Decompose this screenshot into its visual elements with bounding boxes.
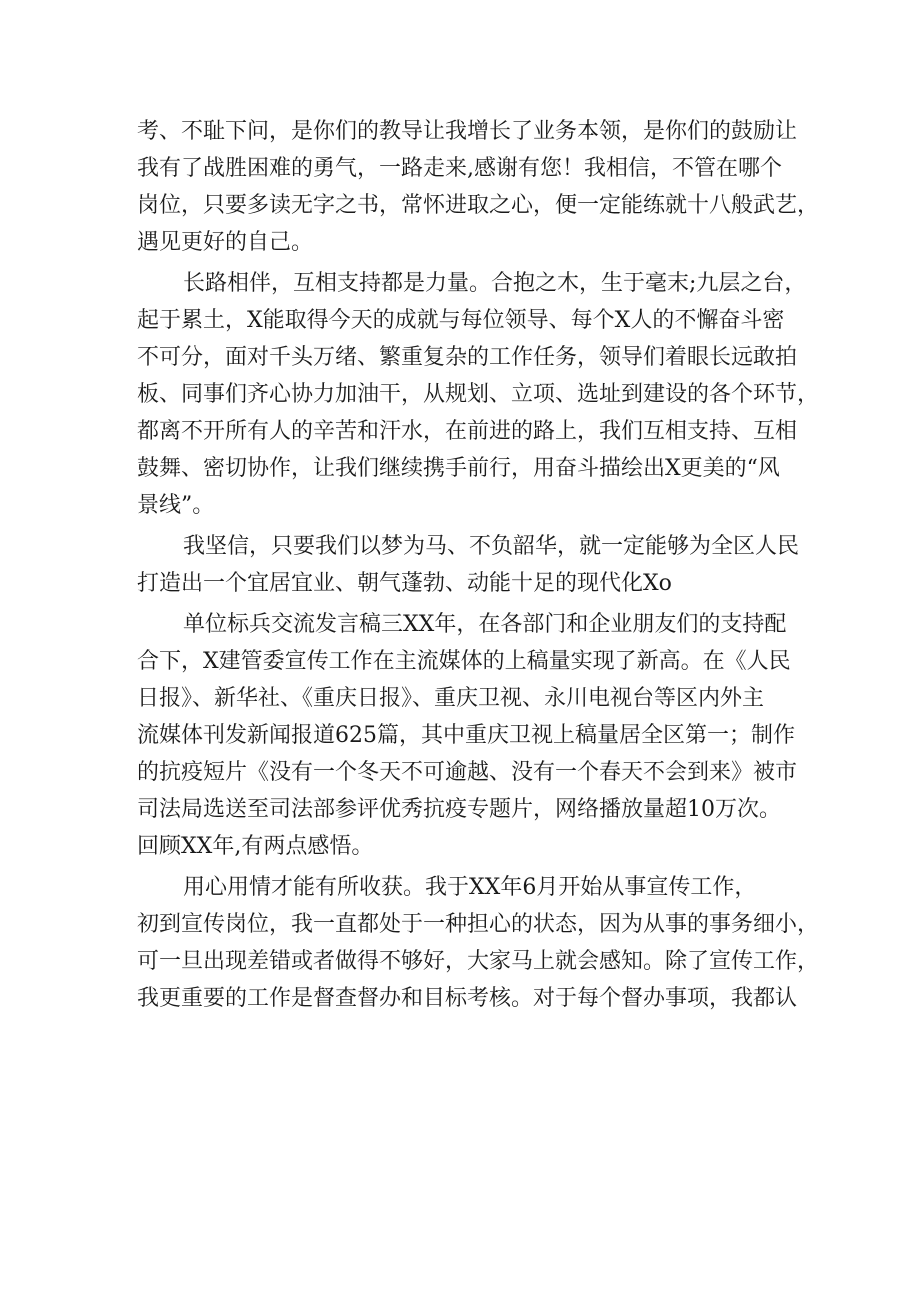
text-line: 岗位，只要多读无字之书，常怀进取之心，便一定能练就十八般武艺，: [137, 193, 820, 218]
text-line: 不可分，面对千头万绪、繁重复杂的工作任务，领导们着眼长远敢拍: [137, 345, 798, 370]
text-line: 初到宣传岗位，我一直都处于一种担心的状态，因为从事的事务细小，: [137, 912, 820, 937]
text-line: 我坚信，只要我们以梦为马、不负韶华，就一定能够为全区人民: [183, 534, 800, 559]
text-line: 景线”。: [137, 493, 215, 518]
text-line: 司法局选送至司法部参评优秀抗疫专题片，网络播放量超10万次。: [137, 797, 781, 822]
text-line: 都离不开所有人的辛苦和汗水，在前进的路上，我们互相支持、互相: [137, 419, 798, 444]
text-line: 流媒体刊发新闻报道625篇，其中重庆卫视上稿量居全区第一；制作: [137, 723, 795, 748]
document-body: [137, 113, 820, 1017]
text-line: 考、不耻下问，是你们的教导让我增长了业务本领，是你们的鼓励让: [137, 119, 798, 144]
text-line: 可一旦出现差错或者做得不够好，大家马上就会感知。除了宣传工作，: [137, 949, 820, 974]
text-line: 板、同事们齐心协力加油干，从规划、立项、选址到建设的各个环节，: [137, 382, 820, 407]
text-line: 打造出一个宜居宜业、朝气蓬勃、动能十足的现代化Xo: [137, 571, 672, 596]
text-line: 我更重要的工作是督查督办和目标考核。对于每个督办事项，我都认: [137, 986, 798, 1011]
text-line: 日报》、新华社、《重庆日报》、重庆卫视、永川电视台等区内外主: [137, 686, 765, 711]
text-line: 用心用情才能有所收获。我于XX年6月开始从事宣传工作，: [183, 875, 757, 900]
text-line: 我有了战胜困难的勇气，一路走来,感谢有您！我相信，不管在哪个: [137, 156, 782, 181]
text-line: 鼓舞、密切协作，让我们继续携手前行，用奋斗描绘出X更美的“风: [137, 456, 780, 481]
text-line: 的抗疫短片《没有一个冬天不可逾越、没有一个春天不会到来》被市: [137, 760, 798, 785]
text-line: 单位标兵交流发言稿三XX年，在各部门和企业朋友们的支持配: [183, 612, 787, 637]
text-line: 回顾XX年,有两点感悟。: [137, 834, 374, 859]
text-line: 遇见更好的自己。: [137, 230, 314, 255]
text-line: 长路相伴，互相支持都是力量。合抱之木，生于毫末;九层之台，: [183, 271, 807, 296]
text-line: 起于累土，X能取得今天的成就与每位领导、每个X人的不懈奋斗密: [137, 308, 785, 333]
text-line: 合下，X建管委宣传工作在主流媒体的上稿量实现了新高。在《人民: [137, 649, 791, 674]
